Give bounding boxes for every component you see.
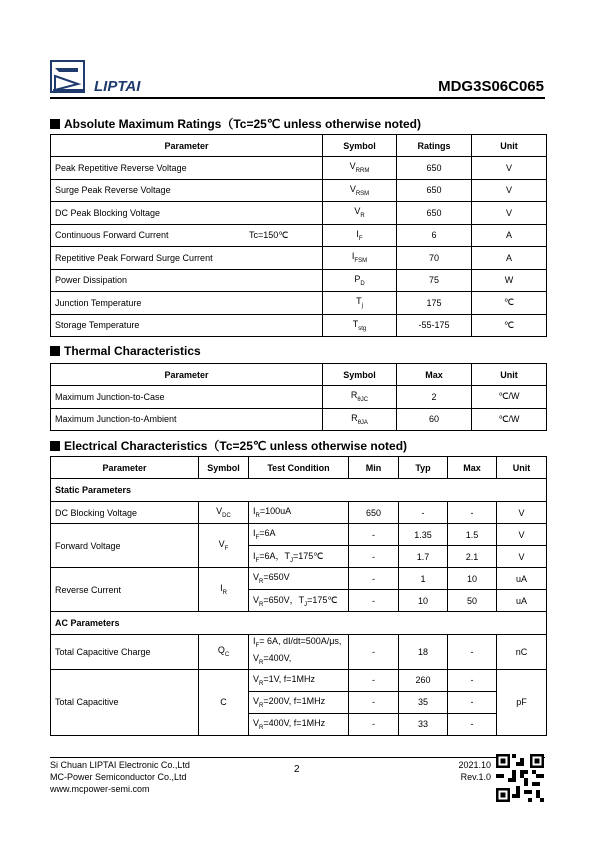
min-cell: - <box>349 590 399 612</box>
part-number: MDG3S06C065 <box>438 78 544 95</box>
table-row <box>51 179 547 202</box>
min-cell: - <box>349 713 399 735</box>
condition-cell: $V_R=650V$，$T_J=175℃$ <box>249 590 349 612</box>
group-row-static <box>51 479 547 502</box>
bullet-square-icon <box>50 119 60 129</box>
header-cell: Symbol <box>323 364 397 386</box>
param-cell: Total Capacitive Charge <box>51 635 199 670</box>
max-cell: 10 <box>448 568 497 590</box>
table-row <box>51 157 547 180</box>
unit-cell: V <box>472 179 547 202</box>
table-row <box>51 269 547 292</box>
header-cell: Max <box>448 457 497 479</box>
rating-cell: 175 <box>397 292 472 315</box>
unit-cell: V <box>497 502 547 524</box>
max-cell: - <box>448 635 497 670</box>
brand-name: LIPTAI <box>94 78 141 95</box>
header-cell: Test Condition <box>249 457 349 479</box>
condition-cell: $I_F= 6A$, dI/dt=500A/μs, $V_R=400V$, <box>249 635 349 670</box>
table-row <box>51 292 547 315</box>
header-cell: Symbol <box>199 457 249 479</box>
unit-cell: uA <box>497 568 547 590</box>
symbol-cell: $V_{RSM}$ <box>323 179 397 202</box>
table-header-row <box>51 457 547 479</box>
rating-cell: 75 <box>397 269 472 292</box>
symbol-cell: $R_{\theta JC}$ <box>323 386 397 409</box>
header-cell: Min <box>349 457 399 479</box>
max-cell: - <box>448 691 497 713</box>
section-title-electrical: Electrical Characteristics（Tc=25℃ unless otherwise noted) <box>50 437 407 454</box>
symbol-cell: $T_j$ <box>323 292 397 315</box>
rating-cell: 70 <box>397 247 472 270</box>
symbol-cell: $V_{DC}$ <box>199 502 249 524</box>
param-cell: DC Peak Blocking Voltage <box>51 202 323 225</box>
max-cell: 1.5 <box>448 524 497 546</box>
param-cell: Forward Voltage <box>51 524 199 568</box>
table-row <box>51 669 547 691</box>
header-cell: Typ <box>399 457 448 479</box>
unit-cell: V <box>472 202 547 225</box>
max-cell: - <box>448 713 497 735</box>
min-cell: - <box>349 568 399 590</box>
param-cell: Maximum Junction-to-Ambient <box>51 408 323 431</box>
logo-mark <box>50 60 86 94</box>
max-cell: 50 <box>448 590 497 612</box>
max-cell: 60 <box>397 408 472 431</box>
header-cell: Unit <box>472 364 547 386</box>
condition-cell: $I_F=6A$，$T_J=175℃$ <box>249 546 349 568</box>
param-cell: Peak Repetitive Reverse Voltage <box>51 157 323 180</box>
symbol-cell: $V_R$ <box>323 202 397 225</box>
unit-cell: nC <box>497 635 547 670</box>
min-cell: - <box>349 635 399 670</box>
condition-cell: $I_F=6A$ <box>249 524 349 546</box>
table-row <box>51 314 547 337</box>
unit-cell: V <box>472 157 547 180</box>
param-cell: Power Dissipation <box>51 269 323 292</box>
param-cell: DC Blocking Voltage <box>51 502 199 524</box>
rating-cell: 650 <box>397 157 472 180</box>
rating-cell: -55-175 <box>397 314 472 337</box>
unit-cell: V <box>497 524 547 546</box>
header-cell: Parameter <box>51 364 323 386</box>
group-label: AC Parameters <box>51 612 547 635</box>
header-cell: Symbol <box>323 135 397 157</box>
symbol-cell: $T_{stg}$ <box>323 314 397 337</box>
symbol-cell: C <box>199 669 249 735</box>
section-title-absolute-max: Absolute Maximum Ratings（Tc=25℃ unless otherwise noted) <box>50 115 421 132</box>
electrical-table <box>50 456 547 736</box>
condition-cell: $V_R=400V$, f=1MHz <box>249 713 349 735</box>
param-cell: Continuous Forward Current Tc=150℃ <box>51 224 323 247</box>
typ-cell: 33 <box>399 713 448 735</box>
param-cell: Storage Temperature <box>51 314 323 337</box>
header-cell: Unit <box>497 457 547 479</box>
min-cell: 650 <box>349 502 399 524</box>
header-cell: Parameter <box>51 135 323 157</box>
table-row <box>51 408 547 431</box>
condition-text: Tc=150℃ <box>249 230 289 241</box>
symbol-cell: $V_{RRM}$ <box>323 157 397 180</box>
param-cell: Surge Peak Reverse Voltage <box>51 179 323 202</box>
table-row <box>51 502 547 524</box>
typ-cell: - <box>399 502 448 524</box>
page-number: 2 <box>294 764 300 775</box>
table-header-row <box>51 135 547 157</box>
table-row <box>51 386 547 409</box>
typ-cell: 1 <box>399 568 448 590</box>
rating-cell: 6 <box>397 224 472 247</box>
header-cell: Unit <box>472 135 547 157</box>
bullet-square-icon <box>50 346 60 356</box>
min-cell: - <box>349 669 399 691</box>
min-cell: - <box>349 691 399 713</box>
symbol-cell: $I_F$ <box>323 224 397 247</box>
rating-cell: 650 <box>397 202 472 225</box>
typ-cell: 10 <box>399 590 448 612</box>
param-cell: Reverse Current <box>51 568 199 612</box>
condition-cell: $V_R=650V$ <box>249 568 349 590</box>
thermal-table <box>50 363 547 431</box>
footer-company-1: Si Chuan LIPTAI Electronic Co.,Ltd <box>50 760 190 770</box>
typ-cell: 35 <box>399 691 448 713</box>
max-cell: - <box>448 669 497 691</box>
max-cell: 2.1 <box>448 546 497 568</box>
table-row <box>51 247 547 270</box>
rating-cell: 650 <box>397 179 472 202</box>
unit-cell: ℃/W <box>472 408 547 431</box>
absolute-max-table <box>50 134 547 337</box>
symbol-cell: $I_{FSM}$ <box>323 247 397 270</box>
header-rule <box>50 97 545 99</box>
unit-cell: A <box>472 247 547 270</box>
unit-cell: ℃/W <box>472 386 547 409</box>
symbol-cell: $R_{\theta JA}$ <box>323 408 397 431</box>
min-cell: - <box>349 546 399 568</box>
header-cell: Ratings <box>397 135 472 157</box>
unit-cell: ℃ <box>472 292 547 315</box>
unit-cell: uA <box>497 590 547 612</box>
condition-cell: $V_R=200V$, f=1MHz <box>249 691 349 713</box>
max-cell: 2 <box>397 386 472 409</box>
group-label: Static Parameters <box>51 479 547 502</box>
typ-cell: 1.7 <box>399 546 448 568</box>
param-cell: Junction Temperature <box>51 292 323 315</box>
typ-cell: 260 <box>399 669 448 691</box>
section-title-thermal: Thermal Characteristics <box>50 344 201 358</box>
header-cell: Max <box>397 364 472 386</box>
symbol-cell: $Q_C$ <box>199 635 249 670</box>
param-cell: Total Capacitive <box>51 669 199 735</box>
table-row <box>51 202 547 225</box>
condition-cell: $V_R=1V$, f=1MHz <box>249 669 349 691</box>
max-cell: - <box>448 502 497 524</box>
typ-cell: 1.35 <box>399 524 448 546</box>
qr-code-icon <box>496 754 544 802</box>
condition-cell: $I_R=100uA$ <box>249 502 349 524</box>
footer-company-2: MC-Power Semiconductor Co.,Ltd <box>50 772 187 782</box>
unit-cell: V <box>497 546 547 568</box>
header-cell: Parameter <box>51 457 199 479</box>
unit-cell: pF <box>497 669 547 735</box>
symbol-cell: $I_R$ <box>199 568 249 612</box>
footer-website: www.mcpower-semi.com <box>50 784 150 794</box>
min-cell: - <box>349 524 399 546</box>
table-row <box>51 524 547 546</box>
table-row <box>51 635 547 670</box>
footer-revision: Rev.1.0 <box>460 772 491 782</box>
unit-cell: ℃ <box>472 314 547 337</box>
unit-cell: W <box>472 269 547 292</box>
unit-cell: A <box>472 224 547 247</box>
param-cell: Maximum Junction-to-Case <box>51 386 323 409</box>
symbol-cell: $V_F$ <box>199 524 249 568</box>
symbol-cell: $P_D$ <box>323 269 397 292</box>
footer-rule <box>50 757 545 758</box>
table-row <box>51 224 547 247</box>
param-cell: Repetitive Peak Forward Surge Current <box>51 247 323 270</box>
table-header-row <box>51 364 547 386</box>
typ-cell: 18 <box>399 635 448 670</box>
footer-date: 2021.10 <box>458 760 491 770</box>
table-row <box>51 568 547 590</box>
group-row-ac <box>51 612 547 635</box>
bullet-square-icon <box>50 441 60 451</box>
